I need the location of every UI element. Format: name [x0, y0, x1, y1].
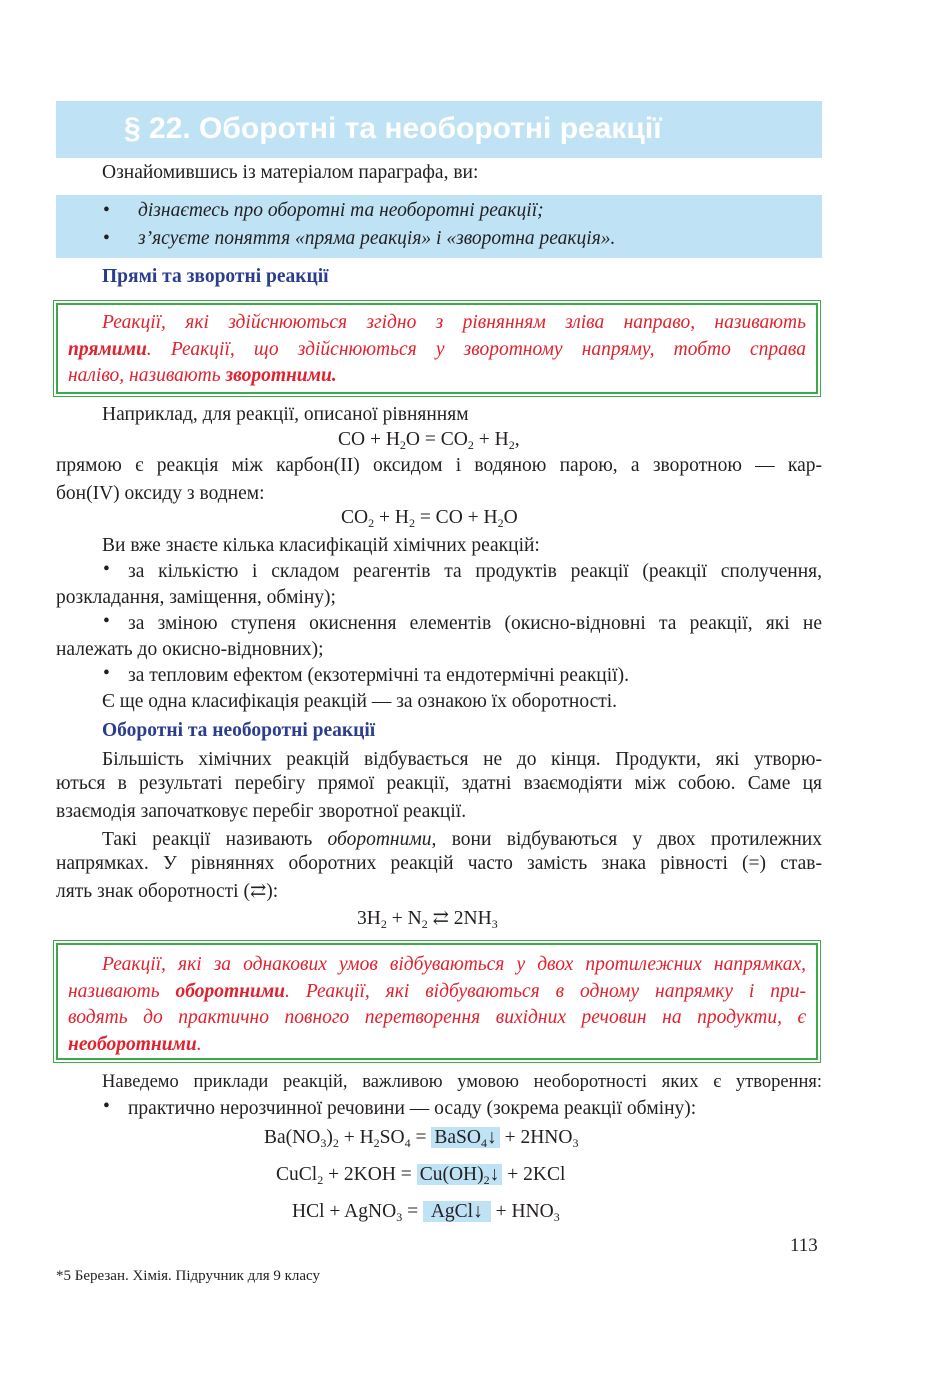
equation: CuCl$_2$ + $2KOH = Cu(OH)_2↓ + 2KCl$	[276, 1164, 566, 1187]
definition-line: Реакції, які за однакових умов відбуваються у двох протилежних напрямках,	[102, 954, 806, 975]
paragraph-line: Наведемо приклади реакцій, важливою умовою необоротності яких є утворення:	[102, 1072, 822, 1092]
list-item: за зміною ступеня окиснення елементів (окисно-відновні та реакції, які не	[128, 613, 822, 634]
definition-box	[56, 943, 818, 1060]
paragraph-line: лять знак оборотності (⇄):	[56, 881, 279, 902]
bullet-icon: •	[103, 559, 110, 580]
page-number: 113	[790, 1235, 818, 1256]
bullet-icon: •	[103, 1096, 110, 1117]
equation: $CO_2 + H_2$ = CO + $H_2O$	[341, 507, 518, 530]
definition-line: прямими. Реакції, що здійснюються у зворотному напряму, тобто справа	[68, 338, 806, 360]
equation: HCl + AgNO$_3$ = AgCl↓ + $HNO_3$	[292, 1201, 560, 1224]
page-title: § 22. Оборотні та необоротні реакції	[124, 112, 662, 145]
paragraph-line: Такі реакції називають оборотними, вони відбуваються у двох протилежних	[102, 829, 822, 850]
list-item: належать до окисно-відновних);	[56, 639, 324, 660]
goal-item: з’ясуєте поняття «пряма реакція» і «зворотна реакція».	[138, 228, 616, 249]
equation: $3H_2 + N_2$ ⇄ $2NH_3$	[357, 908, 498, 931]
list-item: за кількістю і складом реагентів та продуктів реакції (реакції сполучення,	[128, 561, 822, 582]
bullet-icon: •	[103, 611, 110, 632]
paragraph-line: прямою є реакція між карбон(ІІ) оксидом і водяною парою, а зворотною — кар-	[56, 455, 822, 476]
precipitate-highlight: AgCl↓	[423, 1201, 491, 1222]
paragraph-line: Ви вже знаєте кілька класифікацій хімічних реакцій:	[102, 535, 540, 556]
paragraph-line: взаємодія започатковує перебіг зворотної реакції.	[56, 801, 467, 822]
precipitate-highlight: BaSO$_4$↓	[431, 1127, 499, 1148]
list-item: практично нерозчинної речовини — осаду (зокрема реакції обміну):	[128, 1098, 697, 1119]
paragraph-line: Більшість хімічних реакцій відбувається не до кінця. Продукти, які утворю-	[102, 749, 822, 770]
reversibility-sign-icon: ⇄	[249, 881, 267, 902]
term-irreversible: необоротними	[68, 1033, 197, 1055]
list-item: розкладання, заміщення, обміну);	[56, 587, 336, 608]
bullet-icon: •	[103, 228, 110, 249]
definition-line: Реакції, які здійснюються згідно з рівнянням зліва направо, називають	[102, 312, 806, 333]
paragraph-line: Наприклад, для реакції, описаної рівнянням	[102, 404, 469, 425]
definition-line: необоротними.	[68, 1033, 202, 1055]
definition-line: називають оборотними. Реакції, які відбуваються в одному напрямку і при-	[68, 980, 806, 1002]
footer-note: *5 Березан. Хімія. Підручник для 9 класу	[56, 1268, 321, 1284]
equation: $Ba(NO_3)_2 + H_2SO_4$ = BaSO$_4$↓ + $2HNO_3$	[264, 1127, 579, 1150]
definition-line: водять до практично повного перетворення вихідних речовин на продукти, є	[68, 1007, 806, 1028]
term-reverse: зворотними.	[225, 365, 337, 386]
definition-line: наліво, називають зворотними.	[68, 365, 337, 386]
definition-box	[56, 303, 818, 394]
bullet-icon: •	[103, 200, 110, 221]
paragraph-line: бон(IV) оксиду з воднем:	[56, 483, 265, 504]
term-reversible: оборотними	[175, 980, 286, 1002]
bullet-icon: •	[103, 663, 110, 684]
paragraph-line: Є ще одна класифікація реакцій — за ознакою їх оборотності.	[102, 691, 618, 712]
paragraph-line: напрямках. У рівняннях оборотних реакцій часто замість знака рівності (=) став-	[56, 853, 822, 874]
precipitate-highlight: $Cu(OH)_2↓$	[417, 1164, 503, 1185]
equation: CO + $H_2O = CO_2 + H_2$,	[338, 429, 520, 452]
list-item: за тепловим ефектом (екзотермічні та ендотермічні реакції).	[128, 665, 629, 686]
intro-text: Ознайомившись із матеріалом параграфа, ви:	[102, 162, 479, 183]
section-heading: Оборотні та необоротні реакції	[102, 720, 376, 741]
term-direct: прямими	[68, 338, 147, 360]
term-reversible: оборотними	[327, 829, 432, 850]
goal-item: дізнаєтесь про оборотні та необоротні реакції;	[138, 200, 544, 221]
section-heading: Прямі та зворотні реакції	[102, 266, 329, 287]
paragraph-line: ються в результаті перебігу прямої реакції, здатні взаємодіяти між собою. Саме ця	[56, 773, 822, 794]
